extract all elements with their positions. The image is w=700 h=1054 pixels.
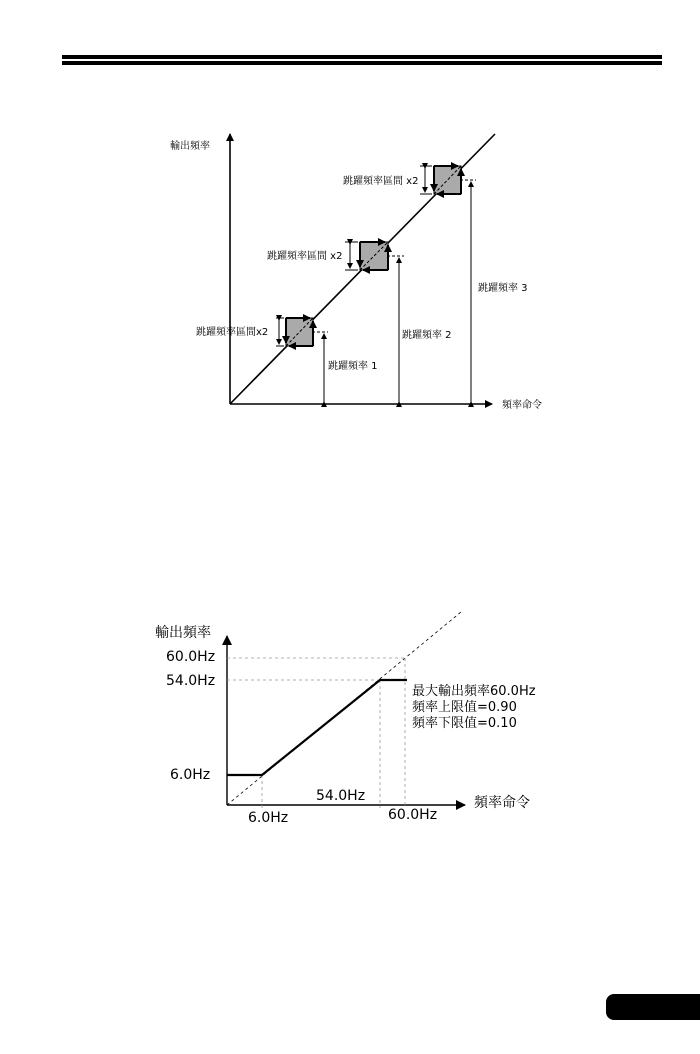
jump-label-3: 跳躍頻率 3 <box>478 283 528 294</box>
d2-y-axis-label: 輸出頻率 <box>155 625 211 641</box>
y-tick-60: 60.0Hz <box>166 649 216 665</box>
page-tab <box>606 994 700 1020</box>
d1-x-axis-label: 頻率命令 <box>502 400 542 411</box>
note-upper-limit: 頻率上限值=0.90 <box>412 700 517 715</box>
band-label-2: 跳躍頻率區間 x2 <box>267 251 343 262</box>
note-max-output: 最大輸出頻率60.0Hz <box>412 684 536 699</box>
jump-label-2: 跳躍頻率 2 <box>402 330 452 341</box>
band-label-1: 跳躍頻率區間x2 <box>196 327 269 338</box>
band-label-3: 跳躍頻率區間 x2 <box>343 176 419 187</box>
y-tick-6: 6.0Hz <box>170 767 211 783</box>
d1-y-axis-label: 輸出頻率 <box>170 141 210 152</box>
x-tick-60: 60.0Hz <box>388 807 438 823</box>
x-tick-54: 54.0Hz <box>316 788 366 804</box>
y-tick-54: 54.0Hz <box>166 673 216 689</box>
jump-label-1: 跳躍頻率 1 <box>328 361 378 372</box>
x-tick-6: 6.0Hz <box>248 810 289 826</box>
d2-x-axis-label: 頻率命令 <box>474 795 530 811</box>
note-lower-limit: 頻率下限值=0.10 <box>412 716 517 731</box>
